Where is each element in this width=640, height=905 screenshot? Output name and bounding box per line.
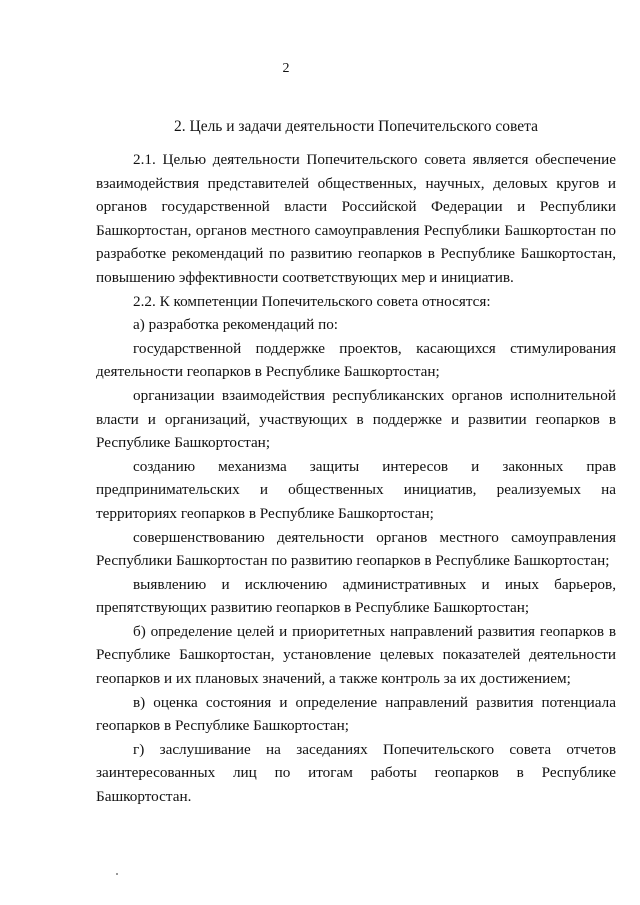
paragraph-2-1: 2.1. Целью деятельности Попечительского совета является обеспечение взаимодействия представителей общественных, научных, деловых кругов и органов государственной власти Российской Федерации и Республики Башкортостан, органов местного самоуправления Республики Башкортостан по разработке рекомендаций по развитию геопарков в Республике Башкортостан, повышению эффективности соответствующих мер и инициатив. bbox=[96, 151, 616, 286]
paragraph-2-2: 2.2. К компетенции Попечительского совета относятся: bbox=[133, 292, 491, 310]
section-heading: 2. Цель и задачи деятельности Попечительского совета bbox=[174, 118, 538, 135]
paragraph-a-item-3: созданию механизма защиты интересов и законных прав предпринимательских и общественных инициатив, реализуемых на территориях геопарков в Республике Башкортостан; bbox=[96, 457, 616, 522]
paragraph-a: а) разработка рекомендаций по: bbox=[133, 316, 339, 334]
paragraph-a-item-5: выявлению и исключению административных и иных барьеров, препятствующих развитию геопарков в Республике Башкортостан; bbox=[96, 575, 616, 617]
paragraph-b: б) определение целей и приоритетных направлений развития геопарков в Республике Башкортостан, установление целевых показателей деятельности геопарков и их плановых значений, а также контроль за их достижением; bbox=[96, 622, 616, 688]
paragraph-v: в) оценка состояния и определение направлений развития потенциала геопарков в Республике Башкортостан; bbox=[96, 693, 616, 735]
paragraph-a-item-2: организации взаимодействия республиканских органов исполнительной власти и организаций, участвующих в поддержке и развитии геопарков в Республике Башкортостан; bbox=[96, 386, 616, 452]
paragraph-a-item-1: государственной поддержке проектов, касающихся стимулирования деятельности геопарков в Республике Башкортостан; bbox=[96, 339, 616, 381]
paragraph-g: г) заслушивание на заседаниях Попечительского совета отчетов заинтересованных лиц по итогам работы геопарков в Республике Башкортостан. bbox=[96, 740, 616, 806]
page-number: 2 bbox=[282, 61, 290, 76]
paragraph-a-item-4: совершенствованию деятельности органов местного самоуправления Республики Башкортостан по развитию геопарков в Республике Башкортостан; bbox=[96, 528, 616, 570]
document-body bbox=[96, 148, 616, 809]
scan-artifact-dot bbox=[116, 873, 118, 875]
